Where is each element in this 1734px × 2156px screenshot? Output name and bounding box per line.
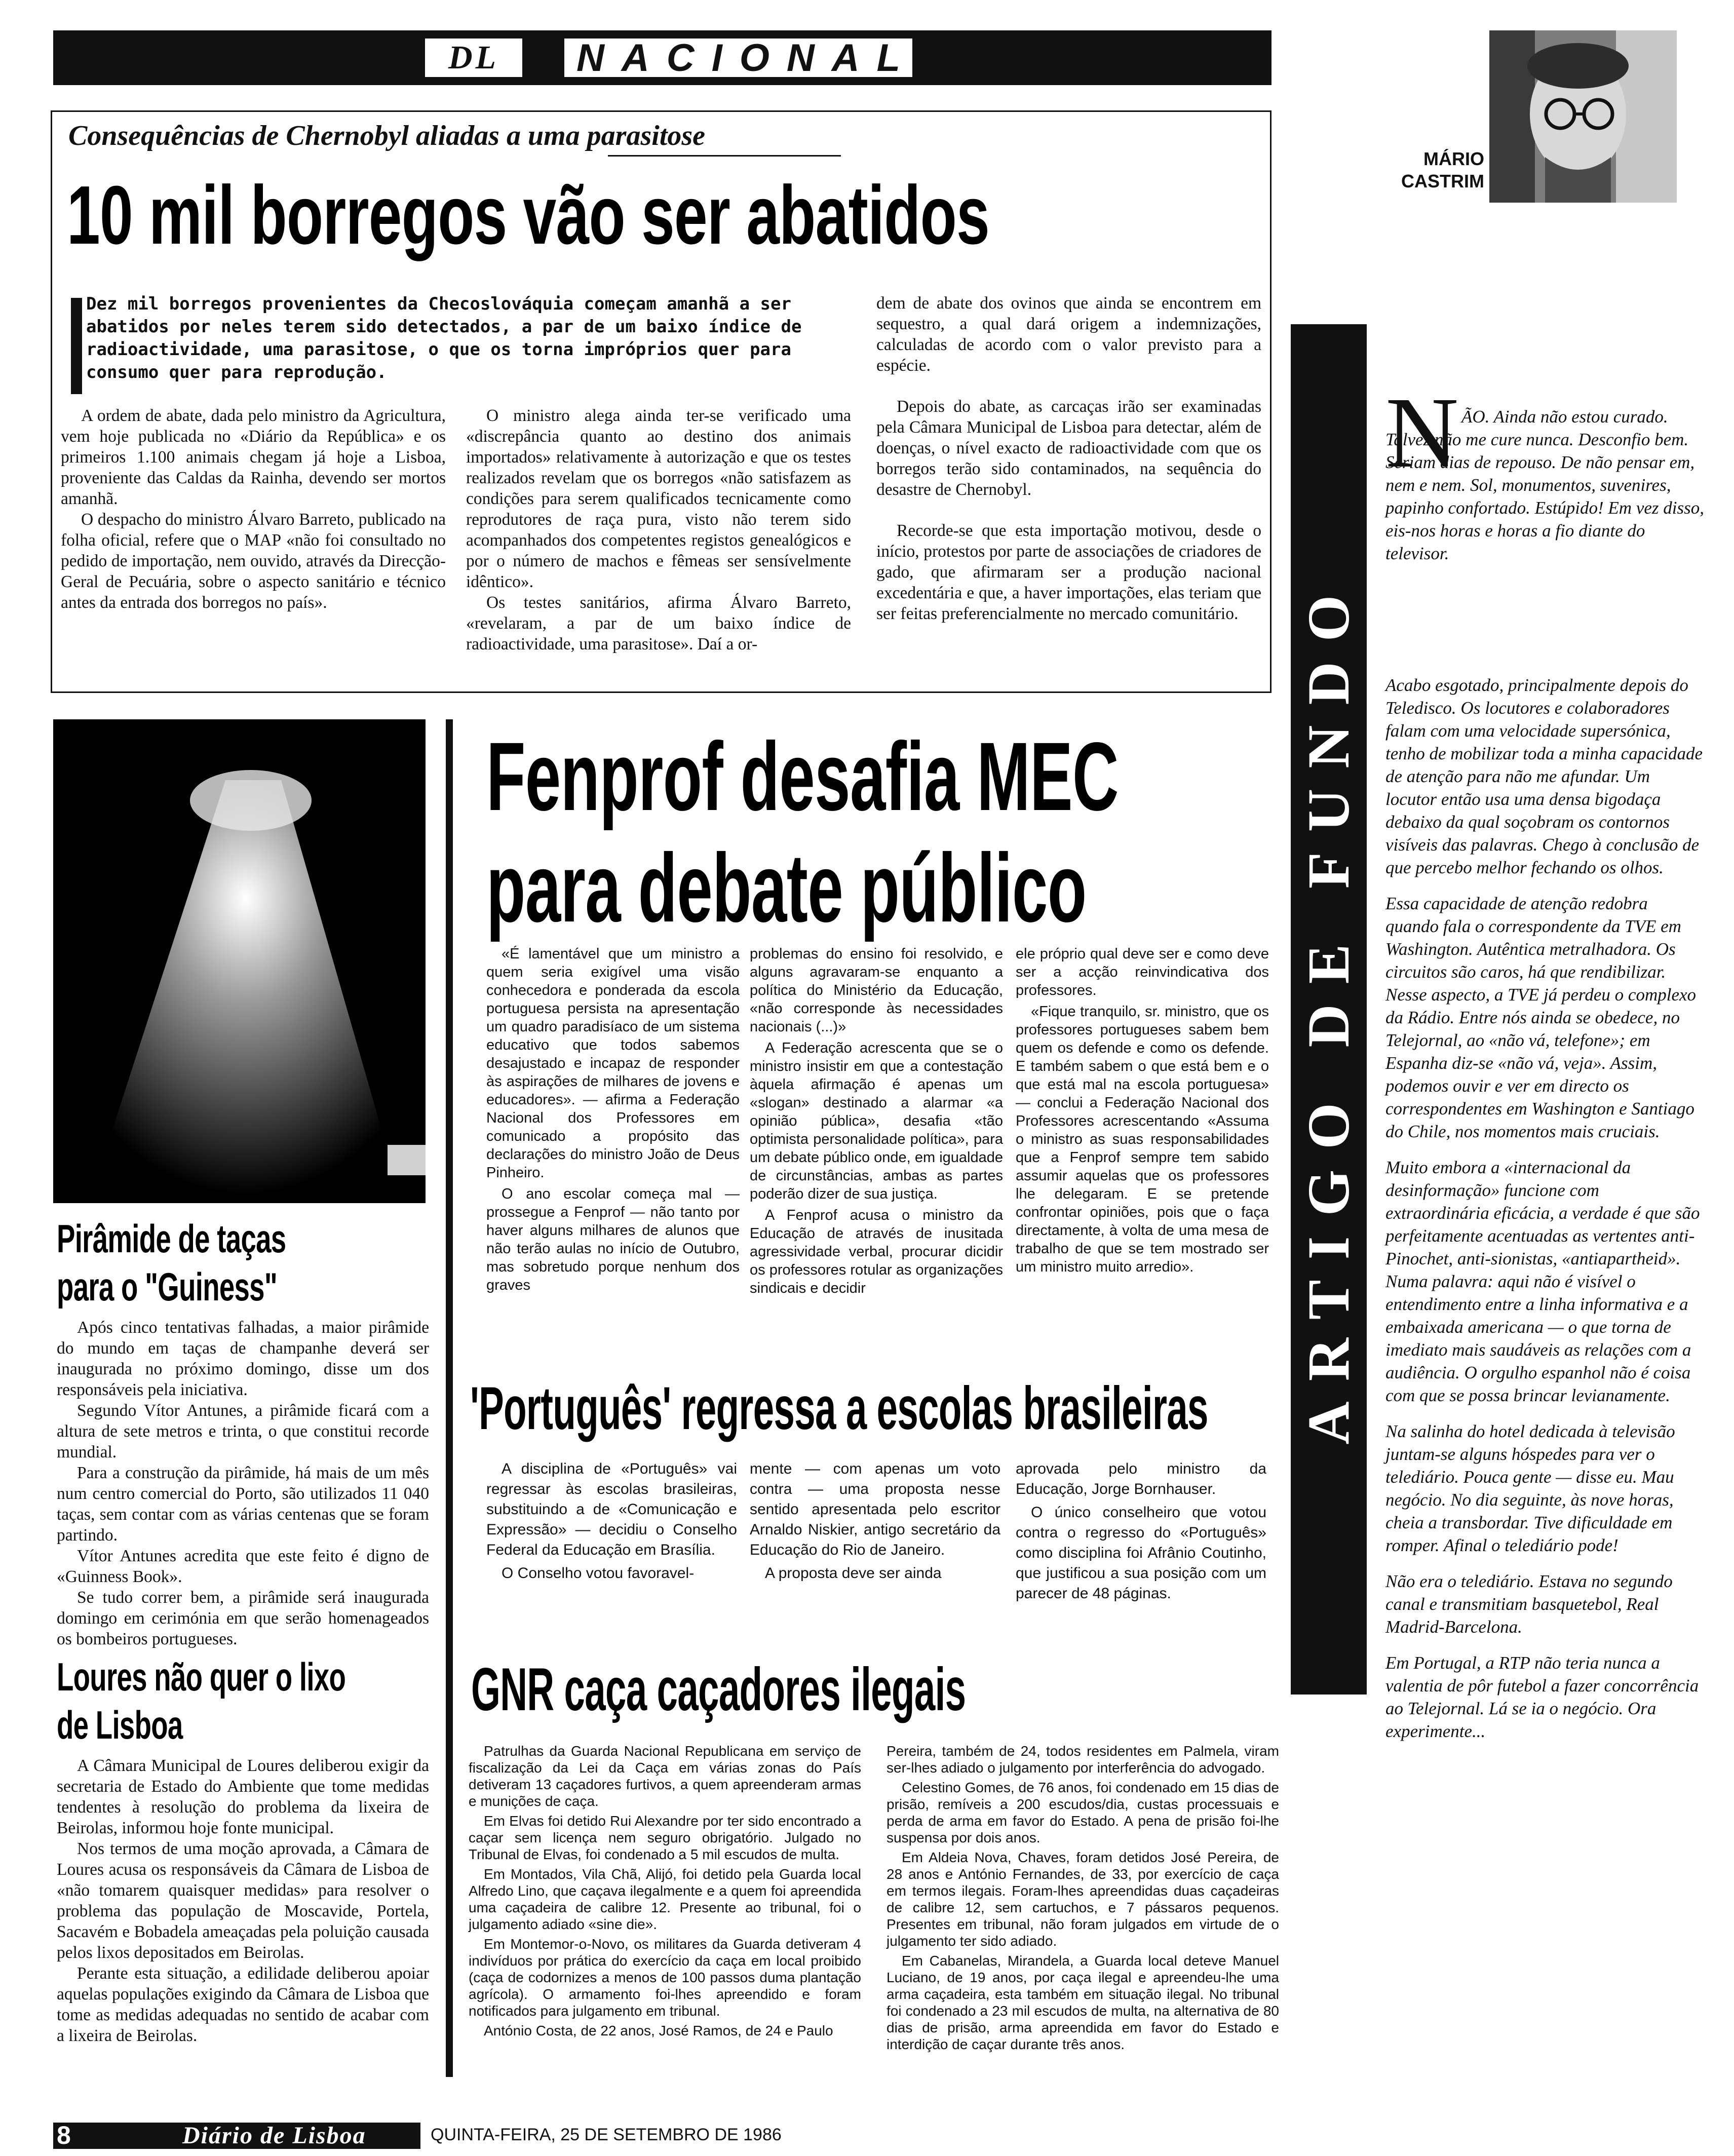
chernobyl-col2 bbox=[466, 405, 851, 654]
chernobyl-col3-p1: dem de abate dos ovinos que ainda se encontrem em sequestro, a qual dará origem a indemnizações, calculadas de acordo com o valor previsto para a espécie. bbox=[876, 294, 1261, 375]
piramide-p3: Para a construção da pirâmide, há mais de um mês num centro comercial do Porto, são utilizados 11 040 taças, sem contar com as várias centenas que se foram partindo. bbox=[57, 1464, 429, 1545]
portugues-col2-p2: A proposta deve ser ainda bbox=[765, 1565, 942, 1582]
chernobyl-col3-p2: Depois do abate, as carcaças irão ser examinadas pela Câmara Municipal de Lisboa para detectar, além de doenças, o nível exacto de radioactividade com que os borregos terão sido contaminados, na sequência do desastre de Chernobyl. bbox=[876, 397, 1261, 499]
loures-p2: Nos termos de uma moção aprovada, a Câmara de Loures acusa os responsáveis da Câmara de Lisboa de «não tomarem quaisquer medidas» para resolver o problema das população de Moscavide, Portela, Sacavém e Bobadela ameaçadas pela poluição causada pelos lixos depositados em Beirolas. bbox=[57, 1839, 429, 1962]
piramide-headline-2: para o "Guiness" bbox=[57, 1264, 278, 1309]
chernobyl-col3-p3: Recorde-se que esta importação motivou, desde o início, protestos por parte de associações de criadores de gado, que afirmaram ser a produção nacional excedentária e que, a haver importações, elas teriam que ser feitas preferencialmente no mercado comunitário. bbox=[876, 521, 1261, 623]
fenprof-headline-2: para debate público bbox=[486, 833, 1087, 942]
loures-p3: Perante esta situação, a edilidade deliberou apoiar aquelas populações exigindo da Câmara de Lisboa que tome as medidas adequadas no sentido de acabar com a lixeira de Beirolas. bbox=[57, 1964, 429, 2045]
piramide-p4: Vítor Antunes acredita que este feito é digno de «Guinness Book». bbox=[57, 1547, 429, 1586]
masthead-logo bbox=[423, 36, 524, 79]
columnist-portrait-image bbox=[1489, 30, 1677, 203]
fenprof-col1 bbox=[486, 945, 740, 1297]
artigo-p2: Essa capacidade de atenção redobra quando fala o correspondente da TVE em Washington. Autêntica metralhadora. Os circuitos são caros, há que rendibilizar. Nesse aspecto, a TVE já perdeu o complexo da Rádio. Entre nós ainda se obedece, no Telejornal, ao «não vá, telefone»; em Espanha diz-se «não vá, veja». Assim, podemos ouvir e ver em directo os correspondentes em Washington e Santiago do Chile, nos momentos mais cruciais. bbox=[1385, 894, 1697, 1141]
gnr-col2-p1: Pereira, também de 24, todos residentes em Palmela, viram ser-lhes adiado o julgamento por interferência do advogado. bbox=[887, 1743, 1279, 1776]
pyramid-photo-image bbox=[53, 719, 426, 1203]
section-title bbox=[562, 36, 918, 80]
artigo-p3: Muito embora a «internacional da desinformação» funcione com extraordinária eficácia, a verdade é que são perfeitamente acentuadas as vertentes anti-Pinochet, anti-sionistas, «antiapartheid». Numa palavra: aqui não é visível o entendimento entre a linha informativa e a embaixada americana — o que torna de imediato mais saudáveis as relações com a audiência. O orgulho espanhol não é coisa com que se possa brincar levianamente. bbox=[1385, 1158, 1700, 1405]
gnr-headline: GNR caça caçadores ilegais bbox=[471, 1655, 966, 1723]
fenprof-col1-p1: «É lamentável que um ministro a quem seria exigível uma visão conhecedora e ponderada da escola portuguesa persista na apresentação um quadro paradisíaco de um sistema educativo que todos sabemos desajustado e incapaz de responder às aspirações de milhares de jovens e educadores». — afirma a Federação Nacional dos Professores em comunicado a propósito das declarações do ministro João de Deus Pinheiro. bbox=[486, 946, 740, 1181]
gnr-col1-p2: Em Elvas foi detido Rui Alexandre por ter sido encontrado a caçar sem licença nem seguro obrigatório. Julgado no Tribunal de Elvas, foi condenado a 5 mil escudos de multa. bbox=[469, 1813, 861, 1862]
gnr-col1 bbox=[469, 1743, 861, 2042]
artigo-dropcap: N bbox=[1385, 377, 1459, 489]
fenprof-col3-p1: ele próprio qual deve ser e como deve ser a acção reinvindicativa dos professores. bbox=[1016, 946, 1269, 998]
gnr-col2-p4: Em Cabanelas, Mirandela, a Guarda local deteve Manuel Luciano, de 19 anos, por caça ilegal e apreendeu-lhe uma arma caçadeira, esta também em situação ilegal. No tribunal foi condenado a 23 mil escudos de multa, na alternativa de 80 dias de prisão, arma apreendida em favor do Estado e interdição de caçar durante três anos. bbox=[887, 1953, 1279, 2052]
lead-bar bbox=[71, 298, 82, 394]
chernobyl-col2-p2: Os testes sanitários, afirma Álvaro Barreto, «revelaram, a par de um baixo índice de radioactividade, uma parasitose». Daí a or- bbox=[466, 593, 851, 653]
columnist-first-name: MÁRIO bbox=[1423, 148, 1484, 169]
artigo-p4: Na salinha do hotel dedicada à televisão juntam-se alguns hóspedes para ver o telediário. Pouca gente — disse eu. Mau negócio. No dia seguinte, às nove horas, cheia a transbordar. Tive dificuldade em romper. Afinal o telediário pode! bbox=[1385, 1421, 1675, 1555]
chernobyl-col2-p1: O ministro alega ainda ter-se verificado uma «discrepância quanto ao destino dos animais importados» relativamente à autorização e que os testes realizados revelam que os borregos «não satisfazem as condições para serem qualificados tecnicamente como reprodutores de raça pura, visto não terem sido acompanhados dos competentes registos genealógicos e por o número de machos e fêmeas ser sensívelmente idêntico». bbox=[466, 406, 851, 591]
fenprof-col1-p2: O ano escolar começa mal — prossegue a Fenprof — não tanto por haver alguns milhares de alunos que não terão aulas no início de Outubro, mas sobretudo porque nenhum dos graves bbox=[486, 1186, 740, 1293]
footer-paper-name: Diário de Lisboa bbox=[182, 2122, 366, 2149]
chernobyl-headline: 10 mil borregos vão ser abatidos bbox=[67, 169, 989, 261]
piramide-p2: Segundo Vítor Antunes, a pirâmide ficará com a altura de sete metros e trinta, o que constitui recorde mundial. bbox=[57, 1401, 429, 1461]
artigo-first-paragraph: ÃO. Ainda não estou curado. Talvez não me cure nunca. Desconfio bem. Seriam dias de repouso. De não pensar em, nem e nem. Sol, monumentos, suvenires, papinho confortado. Estúpido! Em vez disso, eis-nos horas e horas a fio diante do televisor. bbox=[1385, 407, 1704, 563]
kicker-underline bbox=[608, 155, 841, 157]
columnist-name bbox=[1388, 148, 1484, 192]
chernobyl-kicker: Consequências de Chernobyl aliadas a uma parasitose bbox=[68, 120, 706, 151]
masthead-logo-text: DL bbox=[448, 39, 499, 76]
footer-page-number: 8 bbox=[57, 2121, 71, 2149]
loures-body bbox=[57, 1755, 429, 2046]
fenprof-col3-p2: «Fique tranquilo, sr. ministro, que os professores portugueses sabem bem quem os defende e como os defende. E também sabem o que está bem e o que está mal na escola portuguesa» — conclui a Federação Nacional dos Professores acrescentando «Assuma o ministro as suas responsabilidades que a Fenprof sempre tem sabido assumir aquelas que os professores lhe delegaram. E se pretende confrontar opiniões, pois que o faça directamente, à volta de uma mesa de trabalho de que se tem mostrado ser um ministro muito arredio». bbox=[1016, 1004, 1269, 1275]
chernobyl-col1-p1: A ordem de abate, dada pelo ministro da Agricultura, vem hoje publicada no «Diário da República» e os primeiros 1.100 animais chegam já hoje a Lisboa, proveniente das Caldas da Rainha, devendo ser mortos amanhã. bbox=[61, 406, 446, 508]
columnist-photo bbox=[1489, 30, 1677, 203]
portugues-headline: 'Português' regressa a escolas brasileiras bbox=[470, 1374, 1208, 1442]
footer-date: QUINTA-FEIRA, 25 DE SETEMBRO DE 1986 bbox=[431, 2125, 782, 2144]
piramide-body bbox=[57, 1317, 429, 1649]
chernobyl-lead: Dez mil borregos provenientes da Checoslováquia começam amanhã a ser abatidos por neles terem sido detectados, a par de um baixo índice de radioactividade, uma parasitose, o que os torna impróprios quer para consumo quer para reprodução. bbox=[86, 294, 802, 382]
gnr-col1-p5: António Costa, de 22 anos, José Ramos, de 24 e Paulo bbox=[484, 2023, 833, 2038]
gnr-col2-p2: Celestino Gomes, de 76 anos, foi condenado em 15 dias de prisão, remíveis a 200 escudos/dia, custas processuais e perda de arma em favor do Estado. A pena de prisão foi-lhe suspensa por dois anos. bbox=[887, 1780, 1279, 1845]
portugues-col1 bbox=[486, 1459, 737, 1587]
fenprof-col2-p3: A Fenprof acusa o ministro da Educação de através de inusitada agressividade verbal, procurar dicidir os professores rotular as organizações sindicais e decidir bbox=[750, 1207, 1003, 1296]
pyramid-photo bbox=[53, 719, 426, 1203]
gnr-col1-p4: Em Montemor-o-Novo, os militares da Guarda detiveram 4 indivíduos por prática do exercício da caça em local proibido (caça de codornizes a menos de 100 passos duma plantação agrícola). O armamento foi-lhes apreendido e foram notificados para julgamento em tribunal. bbox=[469, 1936, 861, 2019]
column-rule-left bbox=[446, 719, 453, 2077]
section-title-text: NACIONAL bbox=[576, 36, 918, 80]
artigo-body bbox=[1385, 674, 1705, 1756]
chernobyl-col1 bbox=[61, 405, 446, 613]
chernobyl-col1-p2: O despacho do ministro Álvaro Barreto, publicado na folha oficial, refere que o MAP «não foi consultado no pedido de importação, nem ouvido, através da Direcção-Geral de Pecuária, sobre o aspecto sanitário e técnico antes da entrada dos borregos no país». bbox=[61, 510, 446, 612]
artigo-p6: Em Portugal, a RTP não teria nunca a valentia de pôr futebol a fazer concorrência ao Telejornal. Lá se ia o negócio. Ora experimente... bbox=[1385, 1653, 1699, 1741]
gnr-col1-p1: Patrulhas da Guarda Nacional Republicana em serviço de fiscalização da Lei da Caça em várias zonas do País detiveram 13 caçadores furtivos, a quem apreenderam armas e munições de caça. bbox=[469, 1743, 861, 1809]
fenprof-col2-p2: A Federação acrescenta que se o ministro insistir em que a contestação àquela afirmação é apenas um «slogan» destinado a alarmar «a opinião pública», desafia «tão optimista personalidade política», para um debate público onde, em igualdade de circunstâncias, ambas as partes poderão dizer de sua justiça. bbox=[750, 1040, 1003, 1202]
fenprof-col2 bbox=[750, 945, 1003, 1300]
fenprof-col3 bbox=[1016, 945, 1269, 1279]
piramide-p5: Se tudo correr bem, a pirâmide será inaugurada domingo em cerimónia em que serão homenageados os bombeiros portugueses. bbox=[57, 1588, 429, 1648]
gnr-col1-p3: Em Montados, Vila Chã, Alijó, foi detido pela Guarda local Alfredo Lino, que caçava ilegalmente e a quem foi apreendida uma caçadeira de calibre 12. Presente ao tribunal, foi o julgamento adiado «sine die». bbox=[469, 1866, 861, 1932]
portugues-col1-p1: A disciplina de «Português» vai regressar às escolas brasileiras, substituindo a de «Comunicação e Expressão» — decidiu o Conselho Federal da Educação em Brasília. bbox=[486, 1460, 737, 1558]
fenprof-col2-p1: problemas do ensino foi resolvido, e alguns agravaram-se enquanto a política do Ministério da Educação, «não corresponde às necessidades nacionais (...)» bbox=[750, 946, 1003, 1035]
loures-headline-1: Loures não quer o lixo bbox=[57, 1654, 346, 1699]
portugues-col1-p2: O Conselho votou favoravel- bbox=[502, 1565, 695, 1582]
artigo-p1: Acabo esgotado, principalmente depois do Teledisco. Os locutores e colaboradores falam com uma velocidade supersónica, tenho de mobilizar toda a minha capacidade de atenção para não me afundar. Um locutor então usa uma densa bigodaça debaixo da qual soçobram os contornos visíveis das palavras. Chego à conclusão de que percebo melhor fechando os olhos. bbox=[1385, 675, 1703, 877]
portugues-col3 bbox=[1016, 1459, 1266, 1607]
loures-p1: A Câmara Municipal de Loures deliberou exigir da secretaria de Estado do Ambiente que tome medidas tendentes à resolução do problema da lixeira de Beirolas, informou hoje fonte municipal. bbox=[57, 1756, 429, 1837]
gnr-col2-p3: Em Aldeia Nova, Chaves, foram detidos José Pereira, de 28 anos e António Fernandes, de 33, por exercício de caça em termos ilegais. Foram-lhes apreendidas duas caçadeiras de calibre 12, sem cartuchos, e 7 pássaros pequenos. Presentes em tribunal, não foram julgados em virtude de o julgamento ter sido adiado. bbox=[887, 1850, 1279, 1949]
piramide-headline-1: Pirâmide de taças bbox=[57, 1216, 286, 1261]
artigo-p5: Não era o telediário. Estava no segundo canal e transmitiam basquetebol, Real Madrid-Barcelona. bbox=[1385, 1571, 1673, 1637]
loures-headline-2: de Lisboa bbox=[57, 1703, 183, 1747]
gnr-col2 bbox=[887, 1743, 1279, 2056]
fenprof-headline-1: Fenprof desafia MEC bbox=[486, 722, 1119, 831]
portugues-col3-p2: O único conselheiro que votou contra o regresso do «Português» como disciplina foi Afrânio Coutinho, que justificou a sua posição com um parecer de 48 páginas. bbox=[1016, 1504, 1266, 1602]
portugues-col2 bbox=[750, 1459, 1000, 1587]
columnist-last-name: CASTRIM bbox=[1401, 171, 1484, 191]
portugues-col3-p1: aprovada pelo ministro da Educação, Jorge Bornhauser. bbox=[1016, 1460, 1266, 1497]
piramide-p1: Após cinco tentativas falhadas, a maior pirâmide do mundo em taças de champanhe deverá ser inaugurada no próximo domingo, disse um dos responsáveis pela iniciativa. bbox=[57, 1318, 429, 1399]
portugues-col2-p1: mente — com apenas um voto contra — uma proposta nesse sentido apresentada pelo escritor Arnaldo Niskier, antigo secretário da Educação do Rio de Janeiro. bbox=[750, 1460, 1000, 1558]
artigo-de-fundo-text: ARTIGO DE FUNDO bbox=[1295, 574, 1362, 1445]
chernobyl-col3 bbox=[876, 293, 1261, 624]
